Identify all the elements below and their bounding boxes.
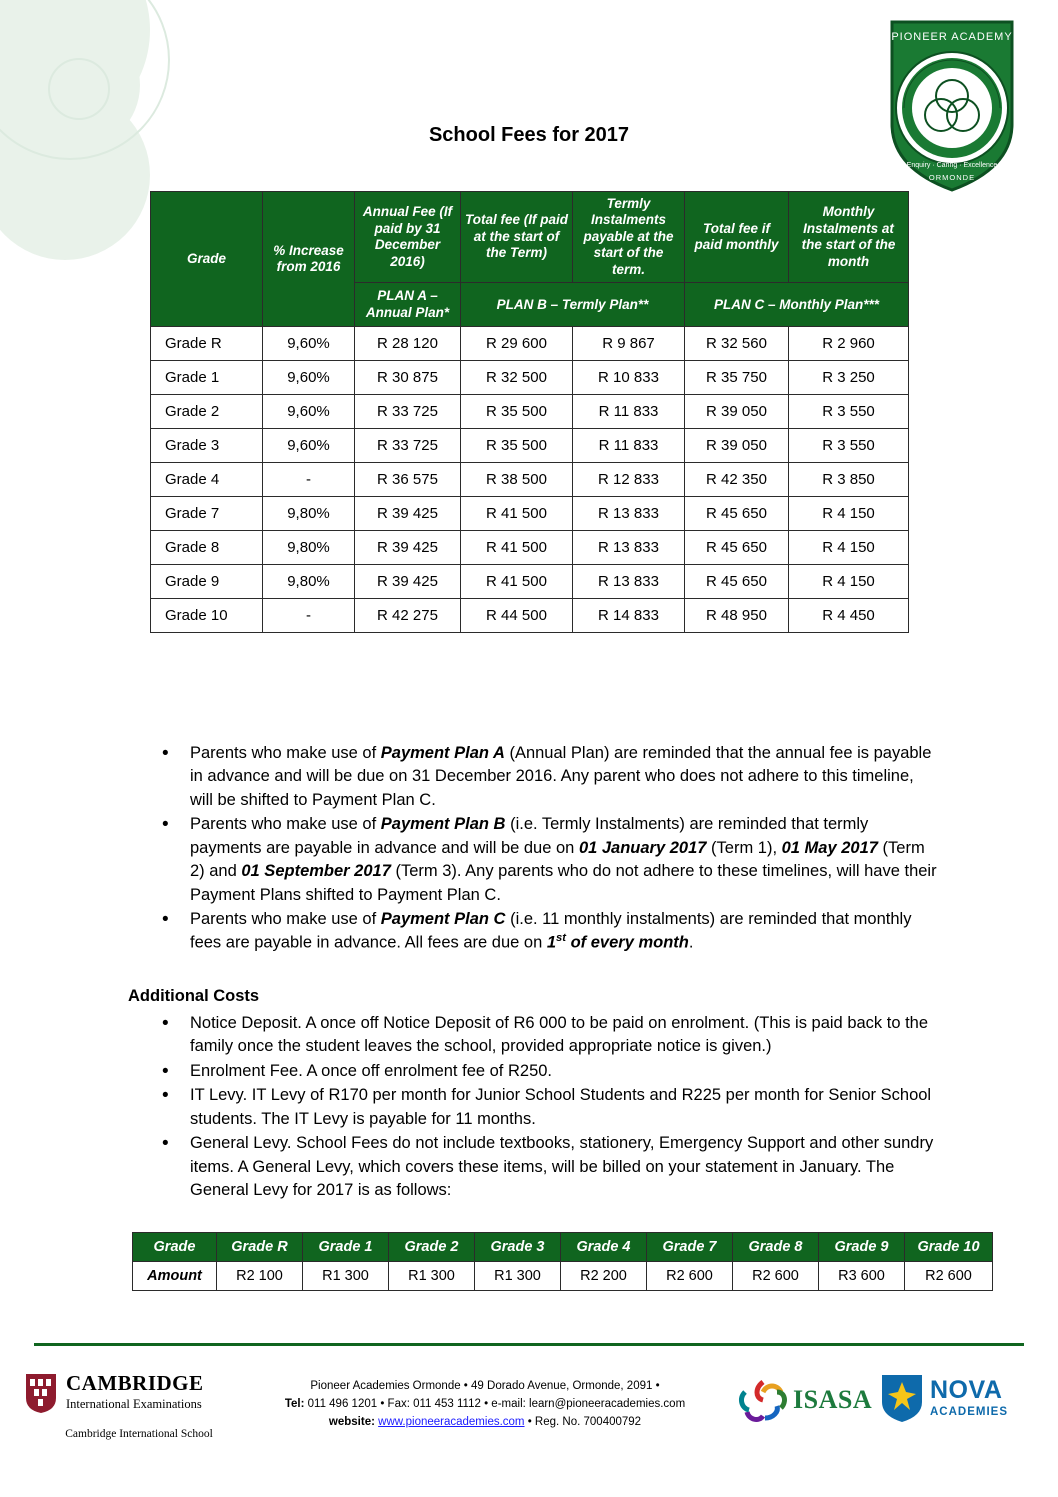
levy-amount: R2 100 xyxy=(217,1262,303,1291)
levy-amount: R1 300 xyxy=(475,1262,561,1291)
cell-annual-fee: R 28 120 xyxy=(355,327,461,361)
fees-header-plan-a: PLAN A – Annual Plan* xyxy=(355,283,461,327)
note-plan-a xyxy=(150,742,940,812)
cell-termly-instalment: R 13 833 xyxy=(573,531,685,565)
additional-costs-list xyxy=(150,1012,950,1203)
note-plan-b-mid3: (Term 2) and xyxy=(190,838,925,881)
cell-monthly-instalment: R 3 250 xyxy=(789,361,909,395)
table-row xyxy=(151,497,909,531)
note-plan-c-mid: (i.e. 11 monthly instalments) are reminded that monthly fees are payable in advance. All fees are due on xyxy=(190,909,912,952)
cell-increase: 9,80% xyxy=(263,497,355,531)
nova-shield-icon xyxy=(880,1372,924,1424)
note-plan-a-lead: Parents who make use of xyxy=(190,744,381,762)
table-row xyxy=(151,599,909,633)
levy-header-grade-7: Grade 7 xyxy=(647,1233,733,1262)
fees-header-monthly-instalments: Monthly Instalments at the start of the month xyxy=(789,192,909,283)
cell-grade: Grade 8 xyxy=(151,531,263,565)
cell-grade: Grade 3 xyxy=(151,429,263,463)
table-row xyxy=(151,565,909,599)
levy-header-row xyxy=(133,1233,993,1262)
cell-annual-fee: R 42 275 xyxy=(355,599,461,633)
cell-monthly-instalment: R 4 450 xyxy=(789,599,909,633)
cell-monthly-instalment: R 3 550 xyxy=(789,429,909,463)
levy-amount: R3 600 xyxy=(819,1262,905,1291)
note-plan-c-rest: . xyxy=(688,933,694,952)
cell-annual-fee: R 39 425 xyxy=(355,565,461,599)
fees-table-body xyxy=(151,327,909,633)
cell-increase: 9,60% xyxy=(263,395,355,429)
cell-increase: 9,60% xyxy=(263,429,355,463)
cell-annual-fee: R 39 425 xyxy=(355,497,461,531)
cell-termly-instalment: R 13 833 xyxy=(573,565,685,599)
note-plan-b-mid2: (Term 1), xyxy=(706,838,782,857)
cambridge-subtitle: International Examinations xyxy=(66,1397,202,1411)
address-tel-label: Tel: xyxy=(284,1397,305,1410)
cell-total-term: R 38 500 xyxy=(461,463,573,497)
footer-address xyxy=(250,1378,720,1431)
cell-annual-fee: R 33 725 xyxy=(355,429,461,463)
cell-total-term: R 44 500 xyxy=(461,599,573,633)
levy-amount-row xyxy=(133,1262,993,1291)
nova-subtitle: ACADEMIES xyxy=(930,1405,1009,1418)
fees-header-grade: Grade xyxy=(151,192,263,327)
note-plan-c-month: of every month xyxy=(566,933,689,952)
table-row xyxy=(151,361,909,395)
cell-monthly-instalment: R 2 960 xyxy=(789,327,909,361)
cell-increase: 9,80% xyxy=(263,565,355,599)
cell-total-monthly: R 45 650 xyxy=(685,497,789,531)
isasa-people-icon xyxy=(735,1374,791,1426)
cell-grade: Grade 1 xyxy=(151,361,263,395)
cell-total-monthly: R 35 750 xyxy=(685,361,789,395)
isasa-text: ISASA xyxy=(793,1385,873,1414)
page-title: School Fees for 2017 xyxy=(428,124,630,146)
fees-table xyxy=(150,191,909,633)
cell-termly-instalment: R 14 833 xyxy=(573,599,685,633)
levy-amount: R1 300 xyxy=(389,1262,475,1291)
cell-grade: Grade 4 xyxy=(151,463,263,497)
cell-total-monthly: R 39 050 xyxy=(685,429,789,463)
table-row xyxy=(151,395,909,429)
note-plan-b-date2: 01 May 2017 xyxy=(781,838,878,857)
nova-title: NOVA xyxy=(930,1375,1003,1404)
note-plan-b xyxy=(150,813,940,907)
cell-annual-fee: R 36 575 xyxy=(355,463,461,497)
cell-increase: 9,80% xyxy=(263,531,355,565)
note-plan-c-day: 1 xyxy=(546,933,557,952)
cell-monthly-instalment: R 4 150 xyxy=(789,531,909,565)
cell-termly-instalment: R 12 833 xyxy=(573,463,685,497)
cell-grade: Grade 9 xyxy=(151,565,263,599)
cell-termly-instalment: R 9 867 xyxy=(573,327,685,361)
levy-amount: R2 200 xyxy=(561,1262,647,1291)
cell-termly-instalment: R 10 833 xyxy=(573,361,685,395)
cell-total-term: R 29 600 xyxy=(461,327,573,361)
cell-total-term: R 41 500 xyxy=(461,531,573,565)
cell-termly-instalment: R 11 833 xyxy=(573,429,685,463)
levy-header-grade-4: Grade 4 xyxy=(561,1233,647,1262)
cambridge-logo xyxy=(24,1372,254,1440)
svg-text:Enquiry · Caring · Excellence: Enquiry · Caring · Excellence xyxy=(906,162,998,169)
cell-increase: - xyxy=(263,599,355,633)
address-contact: 011 496 1201 • Fax: 011 453 1112 • e-mail: learn@pioneeracademies.com xyxy=(304,1397,686,1410)
levy-amount: R2 600 xyxy=(647,1262,733,1291)
cell-annual-fee: R 30 875 xyxy=(355,361,461,395)
fees-header-total-monthly: Total fee if paid monthly xyxy=(685,192,789,283)
levy-header-grade-r: Grade R xyxy=(217,1233,303,1262)
cell-total-term: R 35 500 xyxy=(461,395,573,429)
levy-amount: R2 600 xyxy=(905,1262,993,1291)
note-plan-c-day-suffix: st xyxy=(556,932,567,945)
address-line-1: Pioneer Academies Ormonde • 49 Dorado Avenue, Ormonde, 2091 • xyxy=(310,1380,660,1392)
levy-table-container xyxy=(132,1232,992,1291)
cell-annual-fee: R 33 725 xyxy=(355,395,461,429)
cell-total-monthly: R 45 650 xyxy=(685,565,789,599)
note-plan-c xyxy=(150,908,940,955)
fees-header-increase: % Increase from 2016 xyxy=(263,192,355,327)
cell-total-monthly: R 45 650 xyxy=(685,531,789,565)
levy-header-grade-8: Grade 8 xyxy=(733,1233,819,1262)
address-reg-no: • Reg. No. 700400792 xyxy=(524,1415,642,1428)
cell-termly-instalment: R 13 833 xyxy=(573,497,685,531)
cell-monthly-instalment: R 4 150 xyxy=(789,497,909,531)
cell-total-term: R 41 500 xyxy=(461,565,573,599)
levy-amount: R2 600 xyxy=(733,1262,819,1291)
general-levy-table xyxy=(132,1232,993,1291)
additional-cost-item: • IT Levy. IT Levy of R170 per month for Junior School Students and R225 per month for Senior School students. The IT Levy is payable for 11 months. xyxy=(150,1084,950,1131)
note-plan-b-mid1: (i.e. Termly Instalments) are reminded that termly payments are payable in advance and will be due on xyxy=(190,815,869,857)
nova-academies-logo xyxy=(880,1372,1008,1424)
cell-monthly-instalment: R 3 850 xyxy=(789,463,909,497)
cell-annual-fee: R 39 425 xyxy=(355,531,461,565)
cell-total-monthly: R 39 050 xyxy=(685,395,789,429)
fees-table-header-row xyxy=(151,192,909,283)
page-footer xyxy=(0,1352,1058,1492)
cell-monthly-instalment: R 4 150 xyxy=(789,565,909,599)
cell-grade: Grade 2 xyxy=(151,395,263,429)
cell-increase: 9,60% xyxy=(263,327,355,361)
note-plan-c-lead: Parents who make use of xyxy=(190,909,381,928)
cell-monthly-instalment: R 3 550 xyxy=(789,395,909,429)
fees-header-annual-fee: Annual Fee (If paid by 31 December 2016) xyxy=(355,192,461,283)
fees-header-plan-c: PLAN C – Monthly Plan*** xyxy=(685,283,909,327)
levy-header-grade-9: Grade 9 xyxy=(819,1233,905,1262)
fees-table-container xyxy=(150,191,908,633)
cambridge-shield-icon xyxy=(24,1372,58,1414)
cambridge-title: CAMBRIDGE xyxy=(66,1371,204,1395)
additional-cost-item: • General Levy. School Fees do not include textbooks, stationery, Emergency Support and other sundry items. A General Levy, which covers these items, will be billed on your statement in January. The General Levy for 2017 is as follows: xyxy=(150,1132,950,1202)
fees-header-total-term: Total fee (If paid at the start of the Term) xyxy=(461,192,573,283)
note-plan-a-bold: Payment Plan A xyxy=(380,744,505,762)
levy-header-grade-1: Grade 1 xyxy=(303,1233,389,1262)
table-row xyxy=(151,531,909,565)
table-row xyxy=(151,429,909,463)
website-link[interactable]: www.pioneeracademies.com xyxy=(378,1415,525,1428)
cell-termly-instalment: R 11 833 xyxy=(573,395,685,429)
note-plan-b-lead: Parents who make use of xyxy=(190,815,381,834)
note-plan-b-date1: 01 January 2017 xyxy=(578,838,707,857)
fees-header-termly-instalments: Termly Instalments payable at the start of the term. xyxy=(573,192,685,283)
cell-increase: - xyxy=(263,463,355,497)
footer-divider xyxy=(34,1343,1024,1346)
cell-total-monthly: R 32 560 xyxy=(685,327,789,361)
note-plan-b-bold: Payment Plan B xyxy=(380,815,506,834)
cell-total-monthly: R 42 350 xyxy=(685,463,789,497)
note-plan-a-rest: (Annual Plan) are reminded that the annual fee is payable in advance and will be due on 31 December 2016. Any parent who does not adhere to this timeline, will be shifted to Payment Plan C. xyxy=(190,744,932,809)
cell-total-term: R 41 500 xyxy=(461,497,573,531)
decorative-circle-5 xyxy=(48,58,110,120)
cell-total-term: R 32 500 xyxy=(461,361,573,395)
levy-header-grade: Grade xyxy=(133,1233,217,1262)
additional-cost-item: • Notice Deposit. A once off Notice Deposit of R6 000 to be paid on enrolment. (This is paid back to the family once the student leaves the school, provided appropriate notice is given.) xyxy=(150,1012,950,1059)
svg-text:PIONEER ACADEMY: PIONEER ACADEMY xyxy=(891,31,1013,43)
table-row xyxy=(151,327,909,361)
additional-cost-item: • Enrolment Fee. A once off enrolment fee of R250. xyxy=(150,1060,950,1083)
note-plan-b-rest: (Term 3). Any parents who do not adhere to these timelines, will have their Payment Plans shifted to Payment Plan C. xyxy=(190,862,937,904)
table-row xyxy=(151,463,909,497)
payment-plan-notes xyxy=(150,742,940,956)
school-logo xyxy=(886,12,1018,194)
address-line-2 xyxy=(250,1396,720,1414)
cambridge-tagline: Cambridge International School xyxy=(65,1428,213,1440)
note-plan-c-bold: Payment Plan C xyxy=(380,909,506,928)
address-line-3 xyxy=(250,1414,720,1432)
cell-grade: Grade 7 xyxy=(151,497,263,531)
isasa-logo xyxy=(735,1374,872,1426)
cell-grade: Grade R xyxy=(151,327,263,361)
fees-header-plan-b: PLAN B – Termly Plan** xyxy=(461,283,685,327)
address-website-label: website: xyxy=(328,1415,375,1428)
additional-costs-heading: Additional Costs xyxy=(128,987,260,1005)
svg-text:ORMONDE: ORMONDE xyxy=(928,173,976,182)
levy-amount: R1 300 xyxy=(303,1262,389,1291)
cell-grade: Grade 10 xyxy=(151,599,263,633)
note-plan-b-date3: 01 September 2017 xyxy=(241,862,391,881)
levy-header-grade-10: Grade 10 xyxy=(905,1233,993,1262)
levy-header-grade-2: Grade 2 xyxy=(389,1233,475,1262)
cell-total-monthly: R 48 950 xyxy=(685,599,789,633)
levy-header-grade-3: Grade 3 xyxy=(475,1233,561,1262)
levy-row-label: Amount xyxy=(133,1262,217,1291)
cell-increase: 9,60% xyxy=(263,361,355,395)
cell-total-term: R 35 500 xyxy=(461,429,573,463)
